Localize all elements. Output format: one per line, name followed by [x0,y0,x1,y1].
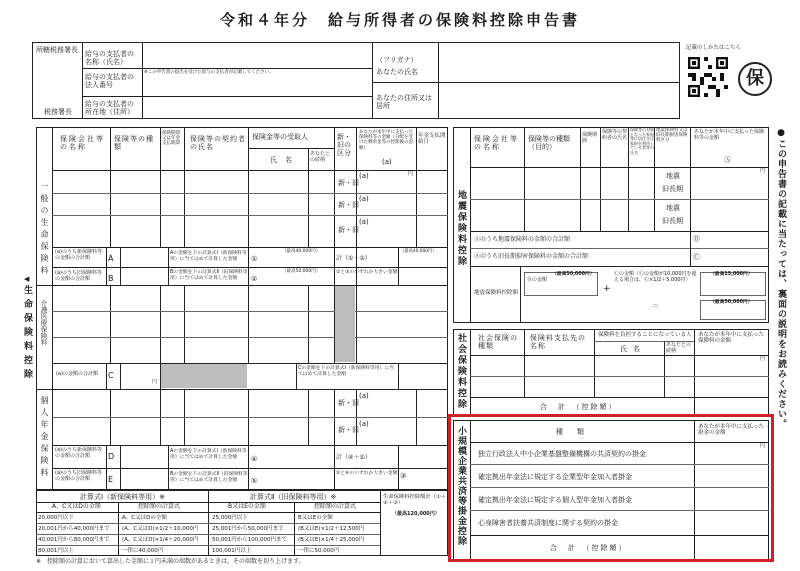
sb-col-type: 種 類 [556,428,584,436]
eq-col-classification: 地震保険料又は旧長期損害保険料区分 [656,128,688,144]
soc-col-relation: あなたとの続柄 [666,342,692,354]
new-old-p2[interactable]: 新・旧 [338,426,359,434]
f1-row-1-amount: 20,001円から40,000円まで [38,526,110,532]
eq-a-old-total: Ⓐのうち旧長期損害保険料の金額の合計額 [474,253,589,260]
care-insurance-label: 介護医療保険料 [39,300,48,346]
f2-col-1: 控除額の計算式 [314,503,357,510]
your-name-label: あなたの氏名 [376,68,418,76]
tax-office-label: 所轄税務署長 [36,46,78,54]
care-total-label: (a)の金額の合計額 [56,371,98,377]
general-insurance-label: 一般の生命保険料 [40,182,49,278]
new-old-1[interactable]: 新・旧 [338,179,359,187]
sum-4-5: 計（④＋⑤） [336,454,371,461]
sb-total-label: 合 計 （控除額） [550,544,628,552]
payer-name-field[interactable] [144,44,370,66]
f2-col-0: B又はEの金額 [228,503,266,510]
payer-address-field[interactable] [144,98,370,117]
soc-col-name: 氏名 [620,345,646,353]
eq-max-50000-total: （最高50,000円） [710,300,753,305]
sb-item-1: 独立行政法人中小企業基盤整備機構の共済契約の掛金 [478,450,646,458]
f1-row-2-formula: (A、C又はD)×1/4＋20,000円 [122,537,199,543]
either-large-2-3: ②と③のいずれか大きい金額 [336,270,398,275]
f1-col-1: 控除額の計算式 [138,503,181,510]
max-40000-b: （最高40,000円） [400,249,437,254]
eq-oldlong-1[interactable]: 旧長期 [662,185,683,193]
eq-quake-2[interactable]: 地震 [666,204,680,212]
f2-row-3-formula: 一律に50,000円 [298,548,340,554]
eq-quake-1[interactable]: 地震 [666,172,680,180]
calc-note-1: Aの金額を下の計算式Ⅰ（新保険料等用）に当てはめて計算した金額 [170,251,247,262]
eq-max-50000: （最高50,000円） [552,272,595,277]
amount-a-p1[interactable]: (a) [359,392,369,400]
eq-mark-c: Ⓒ [693,253,700,261]
mark-3: ③ [400,472,407,480]
max-40000-a: （最高40,000円） [282,249,321,254]
your-name-field[interactable] [440,44,678,80]
max-50000-a: （最高50,000円） [282,269,321,274]
eq-max-15000: （最高15,000円） [710,272,753,277]
social-section-label: 社会保険料控除 [456,333,466,410]
your-address-field[interactable] [440,84,678,117]
eq-a-quake-total: Ⓐのうち地震保険料の金額の合計額 [474,236,571,243]
f2-row-1-amount: 25,001円から50,000円まで [212,526,284,532]
letter-a: A [108,254,114,263]
eq-equals: ＝ [652,302,659,310]
col-company: 保険会社等の名称 [60,135,105,152]
eq-yen-1: 円 [760,168,766,174]
eq-col-type: 保険等の種類（目的） [528,135,570,152]
eq-col-amount: あなたが本年中に支払った保険料等の金額 [694,129,765,141]
life-total-label: 生命保険料控除額計（①＋②＋③） [383,494,447,507]
f1-col-0: A、C又はDの金額 [52,503,101,510]
qr-code-icon[interactable] [688,57,728,97]
col-contractor: 保険等の契約者の氏名 [190,135,246,152]
tax-office-suffix: 税務署長 [44,108,72,116]
either-large-5-6: ⑤と⑥のいずれか大きい金額 [336,471,398,476]
sb-item-3: 確定拠出年金法に規定する個人型年金加入者掛金 [478,496,632,504]
f2-row-1-formula: (B又はE)×1/2＋12,500円 [298,526,365,532]
f1-row-2-amount: 40,001円から80,000円まで [38,537,110,543]
calc-note-2: Bの金額を下の計算式Ⅱ（旧保険料等用）に当てはめて計算した金額 [170,270,248,281]
soc-yen: 円 [760,356,766,362]
formula2-title: 計算式Ⅱ（旧保険料等用）※ [250,493,337,501]
eq-plus: + [603,284,611,294]
col-new-old: 新・旧の区分 [337,133,351,158]
your-address-label: あなたの住所又は居所 [376,94,432,111]
payer-number-label: 給与の支払者の法人番号 [85,73,134,90]
f2-row-2-amount: 50,001円から100,000円まで [212,537,287,543]
new-old-2[interactable]: 新・旧 [338,201,359,209]
col-recipient-name: 氏名 [270,156,300,164]
mark-2: ② [251,275,258,283]
amount-a-2[interactable]: (a) [359,195,369,203]
eq-col-contractor: 保険等の契約者の氏名 [602,129,628,141]
f1-row-3-formula: 一律に40,000円 [122,548,164,554]
col-amount-a: (a) [382,158,392,166]
life-insurance-frame [36,127,448,490]
f2-row-0-amount: 25,000円以下 [212,515,248,521]
f1-row-0-amount: 20,000円以下 [38,515,74,521]
tax-office-field[interactable] [34,58,80,102]
eq-c-note: Ⓒの金額（Ⓒの金額が10,000円を超える場合は、Ⓒ×1/2＋5,000円） [614,271,697,283]
letter-d: D [108,452,115,461]
payer-number-field[interactable] [144,76,370,94]
col-period: 保険期間又は年金支払期間 [162,131,180,147]
eq-oldlong-2[interactable]: 旧長期 [662,217,683,225]
sb-col-amount: あなたが本年中に支払った掛金の金額 [698,424,765,437]
amount-a-3[interactable]: (a) [359,218,369,226]
life-total-max: （最高120,000円） [392,511,440,517]
left-arrow-icon: ◀ [24,275,30,283]
col-start: 年金支払開始日 [418,133,446,146]
f1-row-0-formula: A、C又はDの全額 [122,515,167,521]
sb-item-2: 確定拠出年金法に規定する企業型年金加入者掛金 [478,473,632,481]
yen-1: 円 [408,171,414,177]
col-type: 保険等の種類 [114,135,154,152]
mark-5: ⑤ [251,477,258,485]
new-old-p1[interactable]: 新・旧 [338,399,359,407]
qr-caption: 記載のしかたはこちら [686,45,742,51]
letter-e: E [108,475,114,484]
calc-note-2b: Bの金額を下の計算式Ⅱ（旧保険料等用）に当てはめて計算した金額 [170,472,248,483]
formula1-title: 計算式Ⅰ（新保険料等用）※ [80,493,165,501]
eq-col-target: 保険等の対象となった家屋等に居住又は家財を利用している者等の氏名 [630,127,654,155]
small-business-highlight [448,414,774,562]
sum-1-2: 計（①＋②） [336,255,371,262]
general-old-total-label: (a)のうち旧保険料等の金額の合計額 [55,270,102,282]
f1-row-1-formula: (A、C又はD)×1/2＋10,000円 [122,526,199,532]
page-title: 令和４年分 給与所得者の保険料控除申告書 [219,11,580,29]
soc-col-type: 社会保険の種類 [478,334,518,351]
insurance-seal-icon: 保 [738,62,772,96]
yen-care: 円 [152,379,158,385]
calc-note-3: Cの金額を下の計算式Ⅰ（新保険料等用）に当てはめて計算した金額 [298,366,394,377]
footnote: ※ 控除額の計算において算出した金額に１円未満の端数があるときは、その端数を切り上げます。 [36,558,305,565]
f1-row-3-amount: 80,001円以上 [38,548,74,554]
furigana-label: （フリガナ） [376,56,418,64]
f2-row-3-amount: 100,001円以上 [212,548,252,554]
col-recipient-relation: あなたとの続柄 [310,151,331,163]
eq-col-period: 保険期間 [582,132,598,144]
general-new-total-label: (a)のうち新保険料等の金額の合計額 [55,249,102,261]
soc-col-payee: 保険料支払先の名称 [530,334,586,351]
new-old-3[interactable]: 新・旧 [338,226,359,234]
soc-col-amount: あなたが本年中に支払った保険料の金額 [698,332,765,345]
earthquake-section-label: 地震保険料控除 [456,190,466,267]
letter-b: B [108,274,114,283]
mark-4: ④ [251,455,258,463]
eq-deduction-label: 地震保険料控除額 [474,290,519,296]
soc-col-bearer: 保険料を負担することになっている人 [598,332,692,338]
mark-1: ① [251,255,258,263]
sb-item-4: 心身障害者扶養共済制度に関する契約の掛金 [478,519,618,527]
eq-b-amount: Ⓑの金額 [527,277,548,283]
payer-name-label: 給与の支払者の名称（氏名） [85,50,134,67]
eq-col-company: 保険会社等の名称 [474,135,519,152]
calc-note-1b: Aの金額を下の計算式Ⅰ（新保険料等用）に当てはめて計算した金額 [170,449,247,460]
eq-mark-a: Ⓐ [724,156,731,164]
letter-c: C [108,371,114,380]
amount-a-p2[interactable]: (a) [359,420,369,428]
soc-total-label: 合 計 （控除額） [540,403,618,411]
pension-insurance-label: 個人年金保険料 [40,396,49,480]
f2-row-0-formula: B又はEの全額 [298,515,333,521]
eq-mark-b: Ⓑ [693,235,700,243]
life-total-field[interactable] [382,520,446,554]
col-amount: あなたが本年中に支払った保険料等の金額（分配を受けた剰余金等の控除後の金額） [359,130,413,151]
payer-number-note: ※この申告書の提出を受けた給与の支払者が記載してください。 [144,70,274,75]
hatch-care-1 [335,286,355,362]
life-insurance-section-label: 生命保険料控除 [22,285,32,383]
f2-row-2-formula: (B又はE)×1/4＋25,000円 [298,537,365,543]
sb-yen: 円 [760,443,766,449]
small-business-section-label: 小規模企業共済等掛金控除 [456,426,466,546]
side-note: ●この申告書の記載に当たっては、裏面の説明をお読みください。 [776,128,786,429]
pension-new-total-label: (a)のうち新保険料等の金額の合計額 [55,447,102,459]
col-recipient: 保険金等の受取人 [252,133,308,141]
hatch-care-2 [161,364,247,388]
pension-old-total-label: (a)のうち旧保険料等の金額の合計額 [55,470,102,482]
payer-address-label: 給与の支払者の所在地（住所） [85,100,134,117]
amount-a-1[interactable]: (a) [359,172,369,180]
